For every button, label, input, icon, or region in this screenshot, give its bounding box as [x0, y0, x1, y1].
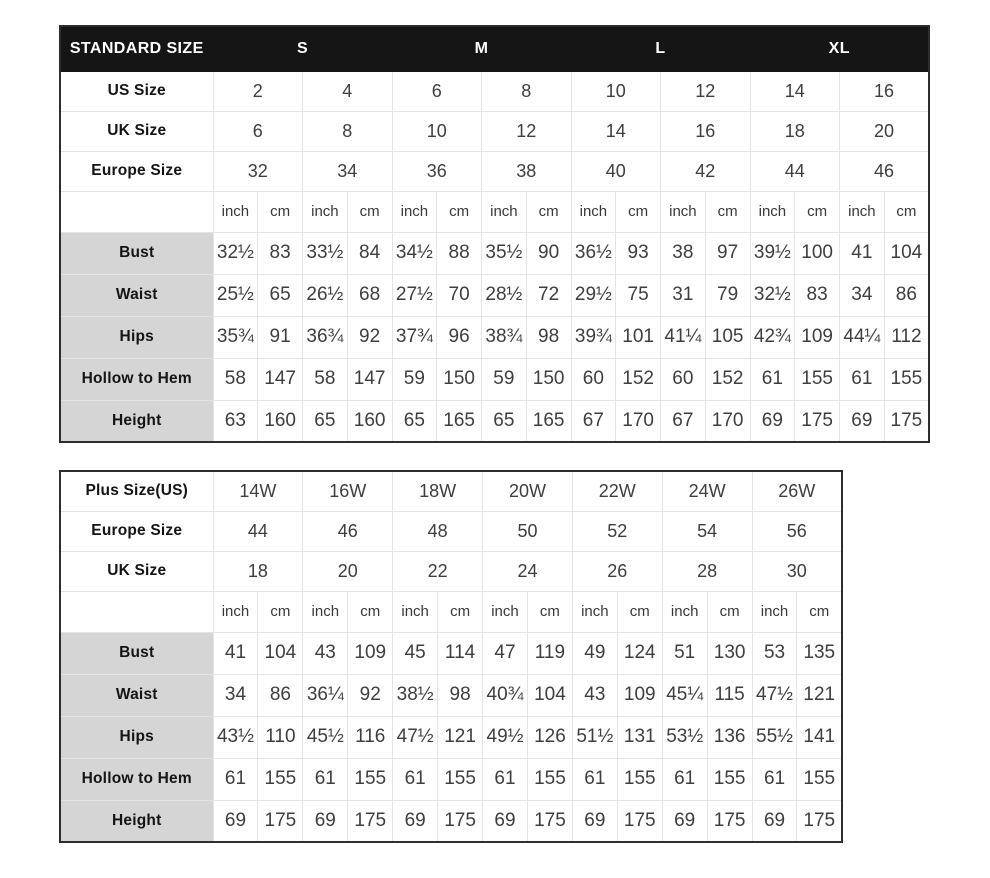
row-label: Height [60, 800, 213, 842]
measure-value-cell: 150 [437, 358, 482, 400]
measure-value-cell: 160 [347, 400, 392, 442]
row-label: Europe Size [60, 151, 213, 191]
measure-value-cell: 25½ [213, 274, 258, 316]
measure-value-cell: 35½ [482, 232, 527, 274]
measure-value-cell: 155 [884, 358, 929, 400]
measure-value-cell: 112 [884, 316, 929, 358]
measure-value-cell: 61 [572, 758, 617, 800]
measure-value-cell: 119 [527, 632, 572, 674]
size-value-cell: 20 [303, 551, 393, 591]
measure-value-cell: 147 [347, 358, 392, 400]
size-value-cell: 24W [662, 471, 752, 511]
measure-value-cell: 155 [438, 758, 483, 800]
measure-value-cell: 110 [258, 716, 303, 758]
unit-label-inch: inch [213, 591, 258, 632]
measure-value-cell: 69 [393, 800, 438, 842]
size-value-cell: 44 [750, 151, 840, 191]
standard-size-table-container [59, 25, 930, 443]
measure-value-cell: 26½ [303, 274, 348, 316]
measure-value-cell: 114 [438, 632, 483, 674]
size-value-cell: 54 [662, 511, 752, 551]
measure-value-cell: 116 [348, 716, 393, 758]
measure-value-cell: 36½ [571, 232, 616, 274]
row-label: Hollow to Hem [60, 758, 213, 800]
size-value-cell: 38 [482, 151, 572, 191]
unit-label-cm: cm [617, 591, 662, 632]
unit-label-inch: inch [662, 591, 707, 632]
measure-value-cell: 104 [258, 632, 303, 674]
measure-value-cell: 141 [797, 716, 842, 758]
row-label: Europe Size [60, 511, 213, 551]
size-value-cell: 12 [482, 111, 572, 151]
measure-value-cell: 45¼ [662, 674, 707, 716]
size-group-header: M [392, 26, 571, 71]
measure-value-cell: 170 [616, 400, 661, 442]
size-value-cell: 2 [213, 71, 303, 111]
size-value-cell: 42 [661, 151, 751, 191]
size-group-header: XL [750, 26, 929, 71]
unit-label-inch: inch [213, 191, 258, 232]
measure-value-cell: 83 [258, 232, 303, 274]
measure-value-cell: 65 [303, 400, 348, 442]
row-label: Waist [60, 274, 213, 316]
measure-value-cell: 72 [526, 274, 571, 316]
size-value-cell: 28 [662, 551, 752, 591]
measure-value-cell: 59 [482, 358, 527, 400]
measure-value-cell: 175 [884, 400, 929, 442]
unit-label-inch: inch [393, 591, 438, 632]
unit-label-cm: cm [527, 591, 572, 632]
measure-value-cell: 35¾ [213, 316, 258, 358]
measure-value-cell: 83 [795, 274, 840, 316]
measure-value-cell: 147 [258, 358, 303, 400]
measure-value-cell: 175 [795, 400, 840, 442]
measure-value-cell: 175 [797, 800, 842, 842]
row-label: Hips [60, 316, 213, 358]
measure-value-cell: 155 [617, 758, 662, 800]
measure-value-cell: 69 [572, 800, 617, 842]
measure-value-cell: 49 [572, 632, 617, 674]
size-value-cell: 34 [303, 151, 393, 191]
measure-value-cell: 104 [527, 674, 572, 716]
size-value-cell: 26 [572, 551, 662, 591]
size-value-cell: 10 [571, 71, 661, 111]
measurement-row [60, 400, 929, 442]
measure-value-cell: 124 [617, 632, 662, 674]
unit-label-cm: cm [795, 191, 840, 232]
measure-value-cell: 65 [258, 274, 303, 316]
measure-value-cell: 41¼ [661, 316, 706, 358]
size-value-cell: 10 [392, 111, 482, 151]
measure-value-cell: 170 [705, 400, 750, 442]
size-value-cell: 30 [752, 551, 842, 591]
size-value-cell: 22 [393, 551, 483, 591]
measure-value-cell: 51½ [572, 716, 617, 758]
measure-value-cell: 91 [258, 316, 303, 358]
measure-value-cell: 55½ [752, 716, 797, 758]
unit-label-cm: cm [258, 591, 303, 632]
measure-value-cell: 75 [616, 274, 661, 316]
measure-value-cell: 44¼ [840, 316, 885, 358]
standard-size-table [59, 25, 930, 443]
unit-label-inch: inch [572, 591, 617, 632]
measurement-row [60, 358, 929, 400]
measure-value-cell: 105 [705, 316, 750, 358]
measure-value-cell: 155 [348, 758, 393, 800]
unit-label-cm: cm [705, 191, 750, 232]
measure-value-cell: 67 [661, 400, 706, 442]
measure-value-cell: 43½ [213, 716, 258, 758]
size-value-cell: 8 [303, 111, 393, 151]
unit-label-cm: cm [438, 591, 483, 632]
unit-label-cm: cm [707, 591, 752, 632]
size-value-cell: 44 [213, 511, 303, 551]
measure-value-cell: 34 [840, 274, 885, 316]
measure-value-cell: 69 [213, 800, 258, 842]
units-row [60, 191, 929, 232]
measure-value-cell: 155 [795, 358, 840, 400]
units-row-spacer [60, 191, 213, 232]
measure-value-cell: 40¾ [483, 674, 528, 716]
unit-label-cm: cm [437, 191, 482, 232]
measure-value-cell: 175 [438, 800, 483, 842]
measure-value-cell: 152 [616, 358, 661, 400]
measure-value-cell: 61 [662, 758, 707, 800]
size-value-cell: 20 [840, 111, 930, 151]
measure-value-cell: 36¼ [303, 674, 348, 716]
measure-value-cell: 65 [392, 400, 437, 442]
measure-value-cell: 61 [483, 758, 528, 800]
measure-value-cell: 92 [347, 316, 392, 358]
measure-value-cell: 98 [438, 674, 483, 716]
unit-label-cm: cm [797, 591, 842, 632]
measure-value-cell: 39½ [750, 232, 795, 274]
measure-value-cell: 70 [437, 274, 482, 316]
unit-label-cm: cm [616, 191, 661, 232]
measure-value-cell: 109 [795, 316, 840, 358]
size-value-cell: 14 [571, 111, 661, 151]
measure-value-cell: 49½ [483, 716, 528, 758]
size-value-cell: 40 [571, 151, 661, 191]
measure-value-cell: 109 [348, 632, 393, 674]
measure-value-cell: 43 [303, 632, 348, 674]
measure-value-cell: 28½ [482, 274, 527, 316]
measure-value-cell: 65 [482, 400, 527, 442]
size-value-cell: 18 [750, 111, 840, 151]
size-value-cell: 46 [840, 151, 930, 191]
measure-value-cell: 69 [483, 800, 528, 842]
measure-value-cell: 47½ [393, 716, 438, 758]
measure-value-cell: 37¾ [392, 316, 437, 358]
measure-value-cell: 39¾ [571, 316, 616, 358]
measure-value-cell: 38 [661, 232, 706, 274]
plus-size-table [59, 470, 843, 843]
measure-value-cell: 86 [258, 674, 303, 716]
unit-label-inch: inch [303, 191, 348, 232]
size-value-cell: 18W [393, 471, 483, 511]
unit-label-cm: cm [526, 191, 571, 232]
measure-value-cell: 93 [616, 232, 661, 274]
measure-value-cell: 68 [347, 274, 392, 316]
measure-value-cell: 31 [661, 274, 706, 316]
size-value-cell: 18 [213, 551, 303, 591]
size-value-cell: 14W [213, 471, 303, 511]
measure-value-cell: 60 [571, 358, 616, 400]
unit-label-inch: inch [750, 191, 795, 232]
size-value-cell: 14 [750, 71, 840, 111]
size-value-cell: 22W [572, 471, 662, 511]
measure-value-cell: 45 [393, 632, 438, 674]
unit-label-inch: inch [483, 591, 528, 632]
measure-value-cell: 165 [437, 400, 482, 442]
size-value-cell: 16 [661, 111, 751, 151]
unit-label-cm: cm [258, 191, 303, 232]
measure-value-cell: 101 [616, 316, 661, 358]
measure-value-cell: 69 [303, 800, 348, 842]
unit-label-inch: inch [661, 191, 706, 232]
measure-value-cell: 38¾ [482, 316, 527, 358]
size-group-header: L [571, 26, 750, 71]
measure-value-cell: 47 [483, 632, 528, 674]
row-label: UK Size [60, 111, 213, 151]
size-row [60, 551, 842, 591]
size-row [60, 71, 929, 111]
measure-value-cell: 88 [437, 232, 482, 274]
measure-value-cell: 98 [526, 316, 571, 358]
row-label: Hips [60, 716, 213, 758]
measure-value-cell: 61 [213, 758, 258, 800]
size-value-cell: 6 [392, 71, 482, 111]
size-value-cell: 8 [482, 71, 572, 111]
measure-value-cell: 175 [258, 800, 303, 842]
measure-value-cell: 45½ [303, 716, 348, 758]
measure-value-cell: 115 [707, 674, 752, 716]
measure-value-cell: 67 [571, 400, 616, 442]
measure-value-cell: 121 [797, 674, 842, 716]
unit-label-inch: inch [571, 191, 616, 232]
measure-value-cell: 43 [572, 674, 617, 716]
measure-value-cell: 121 [438, 716, 483, 758]
measure-value-cell: 135 [797, 632, 842, 674]
measurement-row [60, 758, 842, 800]
size-value-cell: 24 [483, 551, 573, 591]
size-value-cell: 48 [393, 511, 483, 551]
size-value-cell: 6 [213, 111, 303, 151]
measure-value-cell: 34 [213, 674, 258, 716]
unit-label-inch: inch [392, 191, 437, 232]
unit-label-cm: cm [348, 591, 393, 632]
measurement-row [60, 232, 929, 274]
row-label: Waist [60, 674, 213, 716]
size-value-cell: 20W [483, 471, 573, 511]
measure-value-cell: 96 [437, 316, 482, 358]
row-label: Hollow to Hem [60, 358, 213, 400]
measure-value-cell: 175 [527, 800, 572, 842]
measure-value-cell: 58 [213, 358, 258, 400]
measure-value-cell: 175 [617, 800, 662, 842]
size-value-cell: 50 [483, 511, 573, 551]
measure-value-cell: 59 [392, 358, 437, 400]
measure-value-cell: 175 [348, 800, 393, 842]
table-title: STANDARD SIZE [60, 26, 213, 71]
measurement-row [60, 674, 842, 716]
row-label: Bust [60, 632, 213, 674]
row-label: Plus Size(US) [60, 471, 213, 511]
measure-value-cell: 90 [526, 232, 571, 274]
row-label: Bust [60, 232, 213, 274]
measure-value-cell: 51 [662, 632, 707, 674]
measure-value-cell: 92 [348, 674, 393, 716]
size-value-cell: 46 [303, 511, 393, 551]
measure-value-cell: 29½ [571, 274, 616, 316]
unit-label-cm: cm [347, 191, 392, 232]
measure-value-cell: 79 [705, 274, 750, 316]
size-row [60, 111, 929, 151]
measure-value-cell: 53 [752, 632, 797, 674]
unit-label-inch: inch [303, 591, 348, 632]
size-value-cell: 12 [661, 71, 751, 111]
measure-value-cell: 155 [258, 758, 303, 800]
measurement-row [60, 632, 842, 674]
measure-value-cell: 100 [795, 232, 840, 274]
measure-value-cell: 175 [707, 800, 752, 842]
measure-value-cell: 165 [526, 400, 571, 442]
unit-label-inch: inch [840, 191, 885, 232]
measure-value-cell: 61 [303, 758, 348, 800]
measure-value-cell: 38½ [393, 674, 438, 716]
size-value-cell: 52 [572, 511, 662, 551]
plus-size-table-container [59, 470, 843, 843]
measurement-row [60, 316, 929, 358]
unit-label-inch: inch [752, 591, 797, 632]
measure-value-cell: 27½ [392, 274, 437, 316]
measure-value-cell: 36¾ [303, 316, 348, 358]
size-value-cell: 16W [303, 471, 393, 511]
measure-value-cell: 69 [662, 800, 707, 842]
size-row [60, 151, 929, 191]
measure-value-cell: 32½ [213, 232, 258, 274]
size-value-cell: 36 [392, 151, 482, 191]
measurement-row [60, 800, 842, 842]
measure-value-cell: 150 [526, 358, 571, 400]
measure-value-cell: 32½ [750, 274, 795, 316]
size-value-cell: 4 [303, 71, 393, 111]
measure-value-cell: 126 [527, 716, 572, 758]
measure-value-cell: 155 [527, 758, 572, 800]
measure-value-cell: 60 [661, 358, 706, 400]
size-row [60, 471, 842, 511]
unit-label-cm: cm [884, 191, 929, 232]
size-value-cell: 26W [752, 471, 842, 511]
measure-value-cell: 69 [750, 400, 795, 442]
measure-value-cell: 86 [884, 274, 929, 316]
measure-value-cell: 155 [707, 758, 752, 800]
measure-value-cell: 41 [840, 232, 885, 274]
measure-value-cell: 58 [303, 358, 348, 400]
size-value-cell: 56 [752, 511, 842, 551]
measure-value-cell: 69 [840, 400, 885, 442]
measure-value-cell: 47½ [752, 674, 797, 716]
measure-value-cell: 41 [213, 632, 258, 674]
measure-value-cell: 155 [797, 758, 842, 800]
units-row-spacer [60, 591, 213, 632]
units-row [60, 591, 842, 632]
unit-label-inch: inch [482, 191, 527, 232]
row-label: UK Size [60, 551, 213, 591]
measure-value-cell: 84 [347, 232, 392, 274]
size-value-cell: 16 [840, 71, 930, 111]
size-row [60, 511, 842, 551]
size-group-header: S [213, 26, 392, 71]
measure-value-cell: 152 [705, 358, 750, 400]
measurement-row [60, 274, 929, 316]
measure-value-cell: 97 [705, 232, 750, 274]
measure-value-cell: 61 [840, 358, 885, 400]
measure-value-cell: 61 [393, 758, 438, 800]
measure-value-cell: 69 [752, 800, 797, 842]
measure-value-cell: 34½ [392, 232, 437, 274]
measure-value-cell: 104 [884, 232, 929, 274]
measure-value-cell: 63 [213, 400, 258, 442]
measure-value-cell: 130 [707, 632, 752, 674]
measure-value-cell: 61 [750, 358, 795, 400]
row-label: Height [60, 400, 213, 442]
row-label: US Size [60, 71, 213, 111]
measure-value-cell: 42¾ [750, 316, 795, 358]
measure-value-cell: 61 [752, 758, 797, 800]
measurement-row [60, 716, 842, 758]
measure-value-cell: 53½ [662, 716, 707, 758]
measure-value-cell: 136 [707, 716, 752, 758]
measure-value-cell: 109 [617, 674, 662, 716]
measure-value-cell: 131 [617, 716, 662, 758]
measure-value-cell: 160 [258, 400, 303, 442]
measure-value-cell: 33½ [303, 232, 348, 274]
size-value-cell: 32 [213, 151, 303, 191]
